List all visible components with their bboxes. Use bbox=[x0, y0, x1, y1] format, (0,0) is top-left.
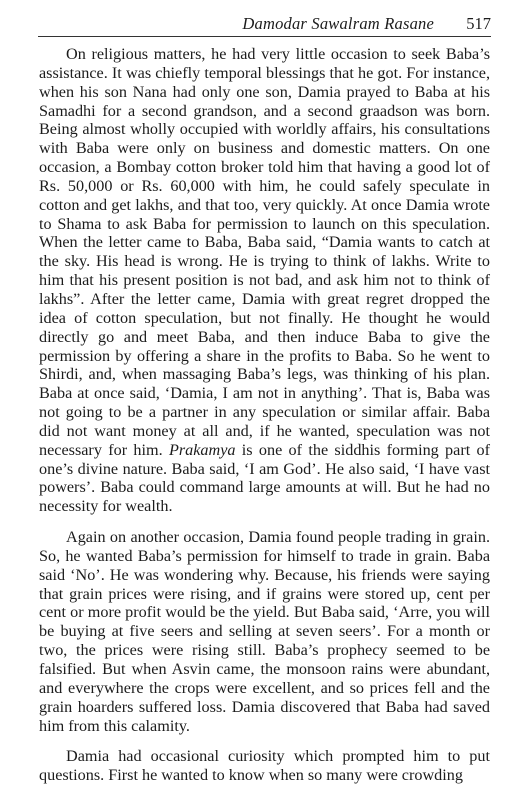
paragraph-1 bbox=[39, 45, 490, 516]
page-body bbox=[39, 45, 490, 797]
paragraph-1-text: On religious matters, he had very little occasion to seek Baba’s assistance. It was chiefly temporal blessings that he got. For instance, when his son Nana had only one son, Damia prayed to Baba at his Samadhi for a second grandson, and a second graadson was born. Being almost wholly occupied with worldly affairs, his consultations with Baba were only on business and domestic matters. On one occasion, a Bombay cotton broker told him that having a good lot of Rs. 50,000 or Rs. 60,000 with him, he could safely speculate in cotton and get lakhs, and that too, very quickly. At once Damia wrote to Shama to ask Baba for permission to launch on this speculation. When the letter came to Baba, Baba said, “Damia wants to catch at the sky. His head is wrong. He is trying to think of lakhs. Write to him that his present position is not bad, and ask him not to think of lakhs”. After the letter came, Damia with great regret dropped the idea of cotton speculation, but not finally. He thought he would directly go and meet Baba, and then induce Baba to give the permission by offering a share in the profits to Baba. So he went to Shirdi, and, when massaging Baba’s legs, was thinking of his plan. Baba at once said, ‘Damia, I am not in anything’. That is, Baba was not going to be a partner in any speculation or similar affair. Baba did not want money at all and, if he wanted, speculation was not necessary for him. bbox=[39, 45, 490, 459]
running-title: Damodar Sawalram Rasane bbox=[242, 14, 434, 33]
running-header bbox=[38, 12, 491, 37]
paragraph-2: Again on another occasion, Damia found people trading in grain. So, he wanted Baba’s permission for himself to trade in grain. Baba said ‘No’. He was wondering why. Because, his friends were saying that grain prices were rising, and if grains were stored up, cent per cent or more profit would be the yield. But Baba said, ‘Arre, you will be buying at five seers and selling at seven seers’. For a month or two, the prices were rising still. Baba’s prophecy seemed to be falsified. But when Asvin came, the monsoon rains were abundant, and everywhere the crops were excellent, and so prices fell and the grain hoarders suffered loss. Damia discovered that Baba had saved him from this calamity. bbox=[39, 528, 490, 735]
paragraph-3: Damia had occasional curiosity which prompted him to put questions. First he wanted to know when so many were crowding bbox=[39, 747, 490, 785]
paragraph-1-text-cont: is one of the siddhis forming part of one’s divine nature. Baba said, ‘I am God’. He also said, ‘I have vast powers’. Baba could command large amounts at will. But he had no necessity for wealth. bbox=[39, 440, 491, 516]
italic-term: Prakamya bbox=[168, 440, 236, 459]
page-number: 517 bbox=[466, 14, 491, 33]
